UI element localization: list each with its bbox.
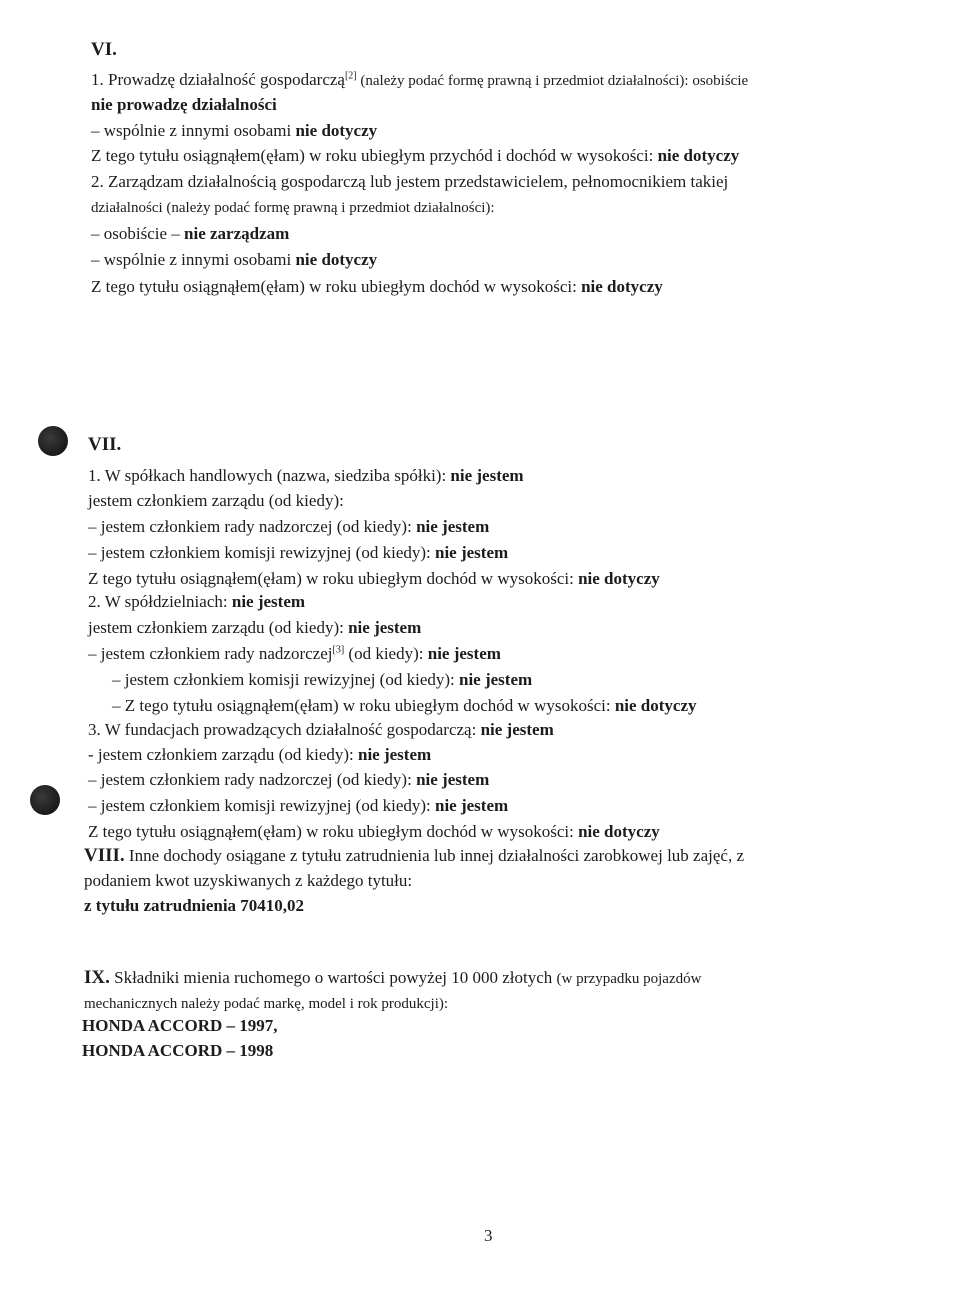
s7-line-14: – jestem członkiem komisji rewizyjnej (od kiedy): nie jestem bbox=[88, 796, 509, 815]
section-vii-heading: VII. bbox=[88, 434, 122, 455]
s6-line-8: – wspólnie z innymi osobami nie dotyczy bbox=[91, 250, 378, 269]
s6-line-9: Z tego tytułu osiągnąłem(ęłam) w roku ubiegłym dochód w wysokości: nie dotyczy bbox=[91, 277, 663, 296]
s7-line-15: Z tego tytułu osiągnąłem(ęłam) w roku ubiegłym dochód w wysokości: nie dotyczy bbox=[88, 822, 660, 841]
section-vi-heading: VI. bbox=[91, 39, 117, 60]
s6-line-4: Z tego tytułu osiągnąłem(ęłam) w roku ubiegłym przychód i dochód w wysokości: nie dotyczy bbox=[91, 146, 740, 165]
s7-line-4: – jestem członkiem komisji rewizyjnej (od kiedy): nie jestem bbox=[88, 543, 509, 562]
s9-line-2: mechanicznych należy podać markę, model i rok produkcji): bbox=[84, 996, 449, 1012]
s8-line-2: podaniem kwot uzyskiwanych z każdego tytułu: bbox=[84, 871, 413, 890]
s9-line-4: HONDA ACCORD – 1998 bbox=[82, 1041, 274, 1060]
s6-line-2: nie prowadzę działalności bbox=[91, 95, 277, 114]
section-viii-heading: VIII. bbox=[84, 845, 125, 866]
s7-line-2: jestem członkiem zarządu (od kiedy): bbox=[88, 491, 344, 510]
s9-line-1: IX. Składniki mienia ruchomego o wartości powyżej 10 000 złotych (w przypadku pojazdów bbox=[84, 967, 702, 988]
s8-line-1: VIII. Inne dochody osiągane z tytułu zatrudnienia lub innej działalności zarobkowej lub zajęć, z bbox=[84, 845, 744, 866]
s7-line-10: – Z tego tytułu osiągnąłem(ęłam) w roku ubiegłym dochód w wysokości: nie dotyczy bbox=[112, 696, 697, 715]
s6-line-3: – wspólnie z innymi osobami nie dotyczy bbox=[91, 121, 378, 140]
s7-line-1: 1. W spółkach handlowych (nazwa, siedziba spółki): nie jestem bbox=[88, 466, 524, 485]
s8-line-3: z tytułu zatrudnienia 70410,02 bbox=[84, 896, 305, 915]
s6-line-6: działalności (należy podać formę prawną i przedmiot działalności): bbox=[91, 200, 495, 216]
punch-hole-top bbox=[38, 426, 68, 456]
s9-line-3: HONDA ACCORD – 1997, bbox=[82, 1016, 278, 1035]
s7-line-9: – jestem członkiem komisji rewizyjnej (od kiedy): nie jestem bbox=[112, 670, 533, 689]
s7-line-3: – jestem członkiem rady nadzorczej (od kiedy): nie jestem bbox=[88, 517, 490, 536]
section-ix-heading: IX. bbox=[84, 967, 110, 988]
s6-line-5: 2. Zarządzam działalnością gospodarczą lub jestem przedstawicielem, pełnomocnikiem takiej bbox=[91, 172, 729, 191]
s7-line-6: 2. W spółdzielniach: nie jestem bbox=[88, 592, 306, 611]
s7-line-5: Z tego tytułu osiągnąłem(ęłam) w roku ubiegłym dochód w wysokości: nie dotyczy bbox=[88, 569, 660, 588]
s7-line-11: 3. W fundacjach prowadzących działalność gospodarczą: nie jestem bbox=[88, 720, 554, 739]
s7-line-12: - jestem członkiem zarządu (od kiedy): nie jestem bbox=[88, 745, 432, 764]
s6-line-1: 1. Prowadzę działalność gospodarczą[2] (należy podać formę prawną i przedmiot działalności): osobiście bbox=[91, 70, 749, 89]
s7-line-13: – jestem członkiem rady nadzorczej (od kiedy): nie jestem bbox=[88, 770, 490, 789]
s6-line-7: – osobiście – nie zarządzam bbox=[91, 224, 290, 243]
page-number: 3 bbox=[484, 1226, 493, 1245]
s7-line-8: – jestem członkiem rady nadzorczej[3] (od kiedy): nie jestem bbox=[88, 644, 501, 663]
punch-hole-bottom bbox=[30, 785, 60, 815]
s7-line-7: jestem członkiem zarządu (od kiedy): nie jestem bbox=[88, 618, 422, 637]
